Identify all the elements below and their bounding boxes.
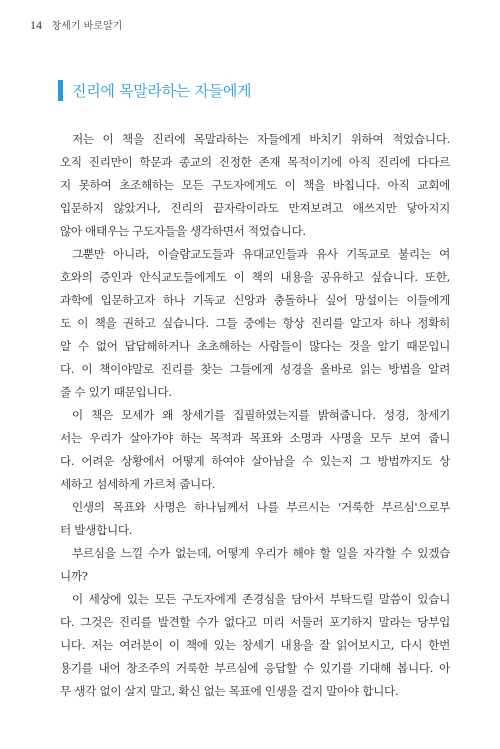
section-title: 진리에 목말라하는 자들에게 [72, 82, 252, 100]
text-line: 지 못하여 초조해하는 모든 구도자에게도 이 책을 바칩니다. 아직 교회에 [60, 178, 450, 192]
text-line: 과학에 입문하고자 하나 기독교 신앙과 충돌하나 싶어 망설이는 이들에게 [60, 293, 450, 307]
text-line: 줄 수 있기 때문입니다. [60, 385, 172, 399]
text-line: 않아 애태우는 구도자들을 생각하면서 적었습니다. [60, 224, 306, 238]
text-line: 인생의 목표와 사명은 하나님께서 나를 부르시는 '거룩한 부르심'으로부 [72, 500, 450, 514]
text-line: 이 책은 모세가 왜 창세기를 집필하였는지를 밝혀줍니다. 성경, 창세기 [72, 408, 450, 422]
text-line: 서는 우리가 살아가야 하는 목적과 목표와 소명과 사명을 모두 보여 줍니 [60, 431, 450, 445]
heading-accent-bar [58, 80, 63, 101]
body-text [60, 128, 450, 703]
section-heading [58, 80, 251, 101]
text-line: 알 수 없어 답답해하거나 초초해하는 사람들이 많다는 것을 알기 때문입니 [60, 339, 450, 353]
text-line: 오직 진리만이 학문과 종교의 진정한 존재 목적이기에 아직 진리에 다다르 [60, 155, 450, 169]
text-line: 부르심을 느낄 수가 없는데, 어떻게 우리가 해야 할 일을 자각할 수 있겠습 [72, 546, 450, 560]
text-line: 도 이 책을 권하고 싶습니다. 그들 중에는 항상 진리를 알고자 하나 정확히 [60, 316, 450, 330]
text-line: 그뿐만 아니라, 이슬람교도들과 유대교인들과 유사 기독교로 불리는 여 [72, 247, 450, 261]
text-line: 니까? [60, 569, 88, 583]
text-line: 이 세상에 있는 모든 구도자에게 존경심을 담아서 부탁드릴 말씀이 있습니 [72, 592, 450, 606]
text-line: 니다. 저는 여러분이 이 책에 있는 창세기 내용을 잘 읽어보시고, 다시 한번 [60, 638, 450, 652]
text-line: 다. 이 책이야말로 진리를 찾는 그들에게 성경을 올바로 읽는 방법을 알려 [60, 362, 450, 376]
text-line: 터 발생합니다. [60, 523, 133, 537]
text-line: 저는 이 책을 진리에 목말라하는 자들에게 바치기 위하여 적었습니다. [72, 132, 450, 146]
book-title: 창세기 바로알기 [51, 21, 123, 32]
text-line: 다. 어려운 상황에서 어떻게 하여야 살아남을 수 있는지 그 방법까지도 상 [60, 454, 450, 468]
text-line: 호와의 증인과 안식교도들에게도 이 책의 내용을 공유하고 싶습니다. 또한, [60, 270, 450, 284]
text-line: 무 생각 없이 살지 말고, 확신 없는 목표에 인생을 걸지 말아야 합니다. [60, 684, 399, 698]
page-number: 14 [30, 18, 42, 32]
running-header [30, 17, 122, 33]
text-line: 다. 그것은 진리를 발견할 수가 없다고 미리 서둘러 포기하지 말라는 당부입 [60, 615, 450, 629]
text-line: 입문하지 않았거나, 진리의 끝자락이라도 만져보려고 애쓰지만 닿아지지 [60, 201, 450, 215]
text-line: 용기를 내어 창조주의 거룩한 부르심에 응답할 수 있기를 기대해 봅니다. 아 [60, 661, 450, 675]
text-line: 세하고 섬세하게 가르쳐 줍니다. [60, 477, 216, 491]
